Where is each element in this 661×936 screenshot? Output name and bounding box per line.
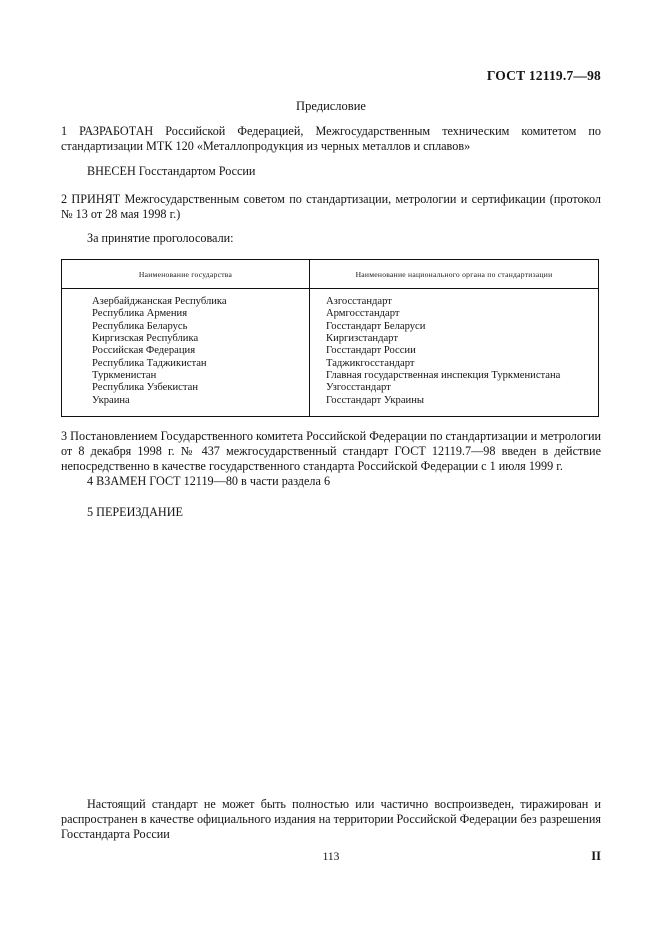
state-name: Азербайджанская Республика: [92, 296, 227, 307]
state-name: Украина: [92, 394, 130, 406]
paragraph-vnesen: ВНЕСЕН Госстандартом России: [87, 164, 256, 178]
body-name: Госстандарт Беларуси: [326, 320, 426, 332]
body-name: Таджикгосстандарт: [326, 357, 415, 369]
state-name: Республика Таджикистан: [92, 357, 207, 369]
table-cell-states: [62, 289, 310, 417]
body-name: Госстандарт Украины: [326, 394, 424, 406]
table-row: [62, 289, 599, 417]
paragraph-vzamen: 4 ВЗАМЕН ГОСТ 12119—80 в части раздела 6: [87, 474, 331, 488]
paragraph-pereizdanie: 5 ПЕРЕИЗДАНИЕ: [87, 505, 183, 519]
body-name: Азгосстандарт: [326, 296, 392, 307]
standard-code-header: ГОСТ 12119.7—98: [486, 68, 601, 83]
page-title: Предисловие: [296, 99, 366, 113]
body-name: Госстандарт России: [326, 345, 416, 357]
footer-section-mark: II: [591, 849, 601, 863]
states-table: [61, 259, 599, 417]
state-name: Республика Армения: [92, 308, 188, 320]
paragraph-postanovlenie: 3 Постановлением Государственного комитета Российской Федерации по стандартизации и метрологии от 8 декабря 1998 г. № 437 межгосударственный стандарт ГОСТ 12119.7—98 введен в действие непосредственно в качестве государственного стандарта Российской Федерации с 1 июля 1999 г.: [61, 429, 601, 474]
state-name: Киргизская Республика: [92, 333, 199, 345]
paragraph-voted-intro: За принятие проголосовали:: [87, 231, 234, 245]
state-name: Российская Федерация: [92, 345, 196, 357]
table-header-row: [62, 260, 599, 289]
body-name: Киргизстандарт: [326, 333, 398, 345]
table-header-body: Наименование национального органа по стандартизации: [310, 260, 599, 289]
paragraph-razrabotan: 1 РАЗРАБОТАН Российской Федерацией, Межгосударственным техническим комитетом по стандартизации МТК 120 «Металлопродукция из черных металлов и сплавов»: [61, 124, 601, 154]
body-name: Армгосстандарт: [326, 308, 400, 320]
table-header-state: Наименование государства: [62, 260, 310, 289]
paragraph-prinyat: 2 ПРИНЯТ Межгосударственным советом по стандартизации, метрологии и сертификации (протокол № 13 от 28 мая 1998 г.): [61, 192, 601, 222]
body-name: Узгосстандарт: [326, 382, 391, 394]
table-cell-bodies: [310, 289, 599, 417]
state-name: Туркменистан: [92, 370, 157, 382]
footer-page-number: 113: [322, 851, 340, 863]
state-name: Республика Узбекистан: [92, 382, 199, 394]
body-name: Главная государственная инспекция Туркменистана: [326, 370, 561, 382]
state-name: Республика Беларусь: [92, 320, 188, 332]
copyright-notice: Настоящий стандарт не может быть полностью или частично воспроизведен, тиражирован и распространен в качестве официального издания на территории Российской Федерации без разрешения Госстандарта России: [61, 797, 601, 842]
